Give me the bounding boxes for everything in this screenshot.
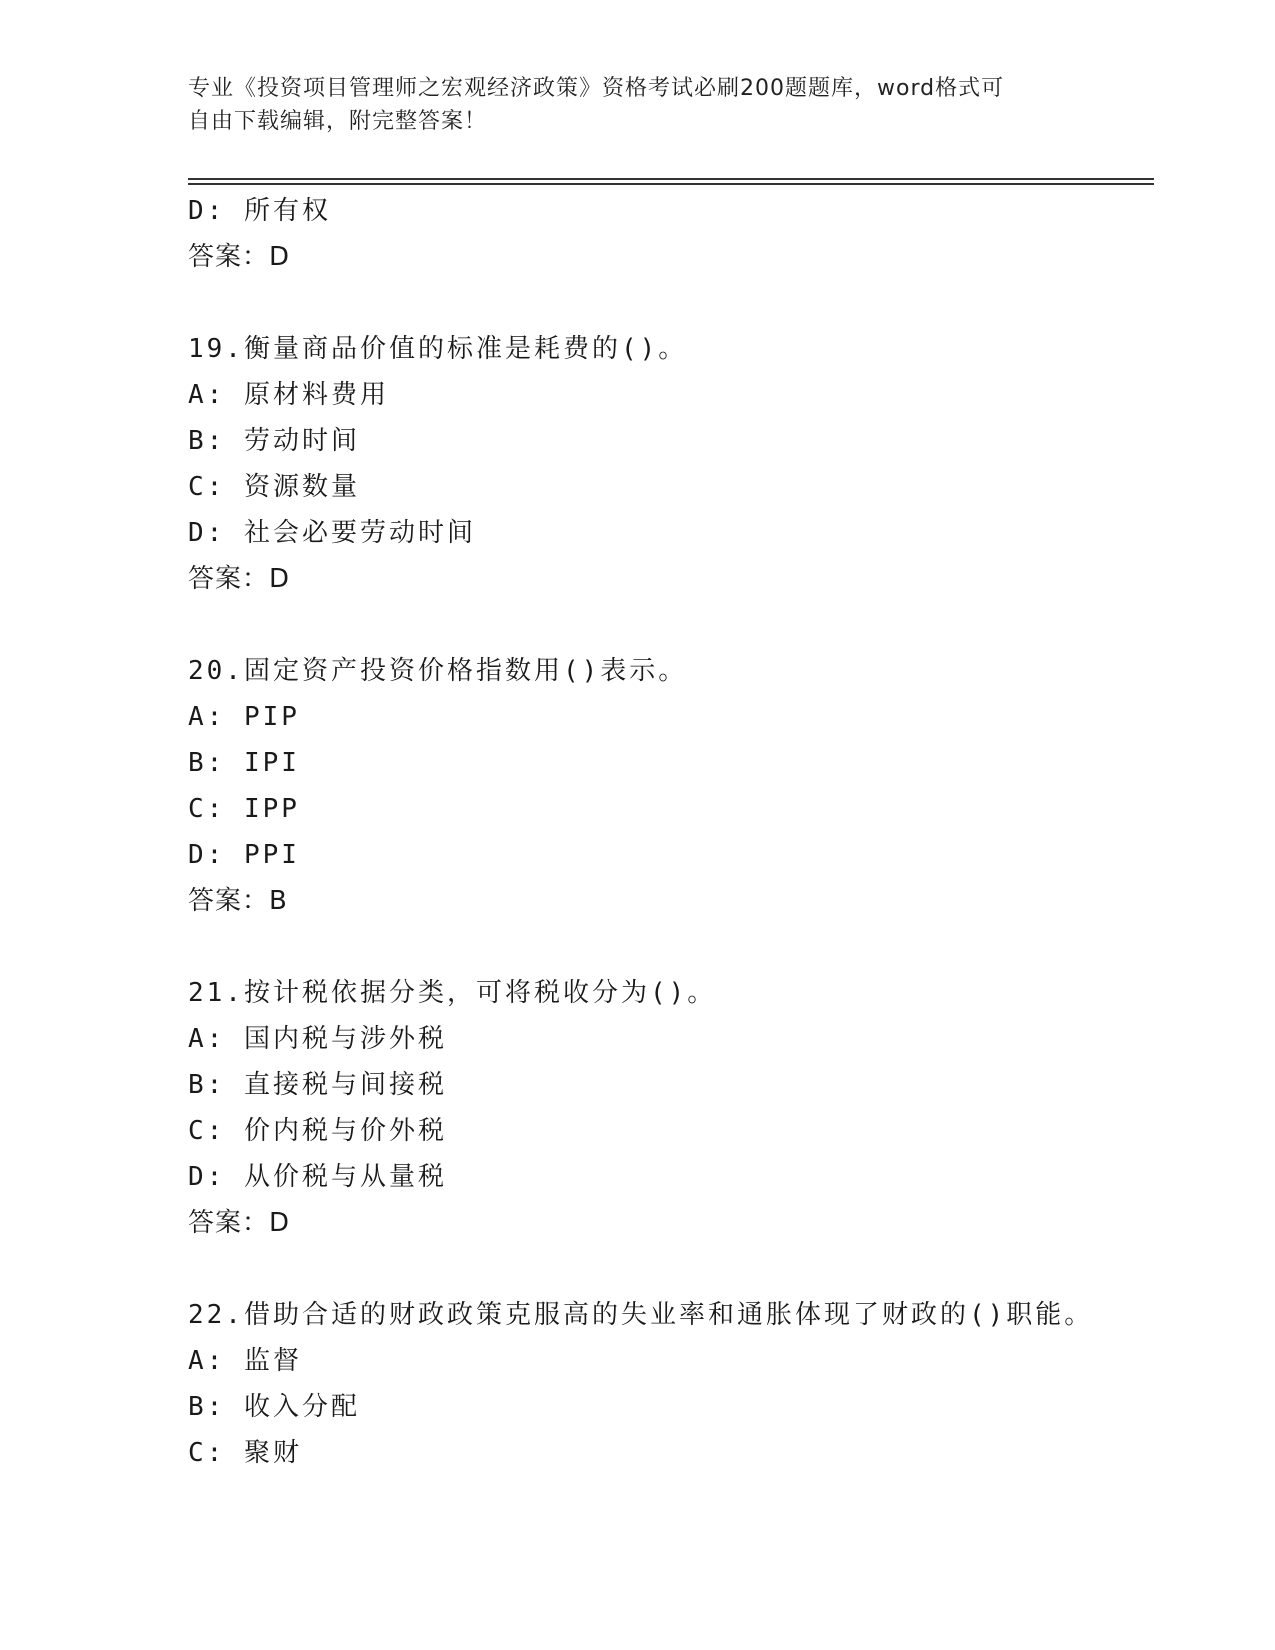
question-stem: 22.借助合适的财政政策克服高的失业率和通胀体现了财政的()职能。: [188, 1300, 1094, 1330]
question-list: [188, 188, 1154, 1476]
question-19: [188, 326, 1154, 602]
question-22: [188, 1292, 1154, 1476]
answer-line: 答案：D: [188, 1208, 291, 1238]
option-b: B: IPI: [188, 748, 300, 778]
question-20: [188, 648, 1154, 924]
option-c: C: IPP: [188, 794, 300, 824]
previous-question-tail: [188, 188, 1154, 280]
option-c: C: 聚财: [188, 1438, 302, 1468]
header-line-2: 自由下载编辑，附完整答案！: [188, 109, 488, 134]
option-c: C: 资源数量: [188, 472, 360, 502]
header-divider-bottom: [188, 183, 1154, 185]
answer-line: 答案：D: [188, 564, 291, 594]
document-header: [188, 72, 1068, 138]
question-stem: 20.固定资产投资价格指数用()表示。: [188, 656, 688, 686]
option-d: D: 所有权: [188, 196, 331, 226]
answer-line: 答案：D: [188, 242, 291, 272]
question-stem: 21.按计税依据分类，可将税收分为()。: [188, 978, 717, 1008]
answer-line: 答案：B: [188, 886, 288, 916]
question-21: [188, 970, 1154, 1246]
option-b: B: 劳动时间: [188, 426, 360, 456]
option-a: A: 国内税与涉外税: [188, 1024, 447, 1054]
option-a: A: 原材料费用: [188, 380, 389, 410]
option-d: D: PPI: [188, 840, 300, 870]
option-a: A: PIP: [188, 702, 300, 732]
option-d: D: 从价税与从量税: [188, 1162, 447, 1192]
header-divider-top: [188, 178, 1154, 180]
option-d: D: 社会必要劳动时间: [188, 518, 476, 548]
option-c: C: 价内税与价外税: [188, 1116, 447, 1146]
option-b: B: 收入分配: [188, 1392, 360, 1422]
option-a: A: 监督: [188, 1346, 302, 1376]
option-b: B: 直接税与间接税: [188, 1070, 447, 1100]
question-stem: 19.衡量商品价值的标准是耗费的()。: [188, 334, 688, 364]
header-line-1: 专业《投资项目管理师之宏观经济政策》资格考试必刷200题题库，word格式可: [188, 76, 1005, 101]
